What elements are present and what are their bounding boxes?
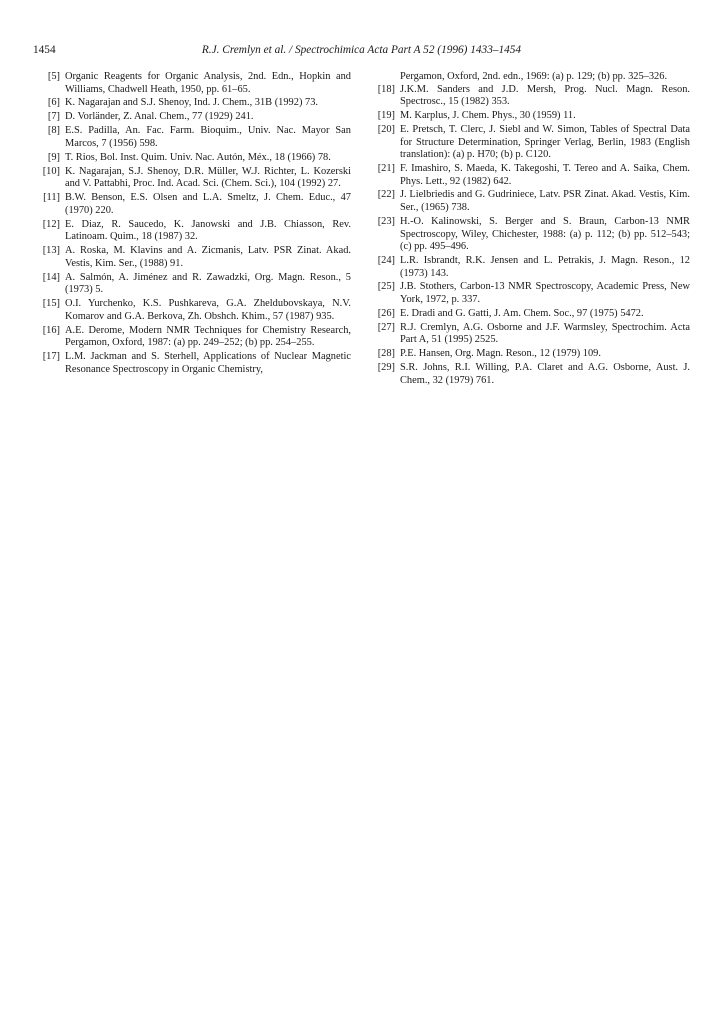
reference-text: H.-O. Kalinowski, S. Berger and S. Braun, Carbon-13 NMR Spectroscopy, Wiley, Chichester, 1988: (a) p. 112; (b) pp. 512–543; (c) pp. 495–496.	[400, 215, 690, 253]
reference-text: B.W. Benson, E.S. Olsen and L.A. Smeltz, J. Chem. Educ., 47 (1970) 220.	[65, 192, 351, 216]
reference-number: [24]	[377, 255, 395, 266]
reference-number: [27]	[377, 321, 395, 333]
reference-text: J.B. Stothers, Carbon-13 NMR Spectroscopy, Academic Press, New York, 1972, p. 337.	[400, 281, 690, 306]
reference-item	[33, 272, 351, 297]
reference-item	[33, 71, 351, 96]
reference-item	[33, 111, 351, 124]
reference-item	[368, 308, 690, 321]
reference-item	[33, 125, 351, 150]
reference-number: [28]	[377, 348, 395, 360]
reference-text: J.K.M. Sanders and J.D. Mersh, Prog. Nucl. Magn. Reson. Spectrosc., 15 (1982) 353.	[400, 83, 690, 108]
reference-number: [23]	[377, 215, 395, 227]
reference-text: M. Karplus, J. Chem. Phys., 30 (1959) 11.	[400, 110, 576, 122]
reference-number: [7]	[47, 111, 60, 123]
reference-number: [13]	[42, 245, 60, 257]
reference-text: E. Diaz, R. Saucedo, K. Janowski and J.B. Chiasson, Rev. Latinoam. Quim., 18 (1987) 32.	[65, 218, 351, 243]
reference-text: Organic Reagents for Organic Analysis, 2nd. Edn., Hopkin and Williams, Chadwell Heath, 1950, pp. 61–65.	[65, 71, 351, 95]
reference-item	[368, 110, 690, 123]
reference-item	[368, 216, 690, 254]
reference-text: E. Pretsch, T. Clerc, J. Siebl and W. Simon, Tables of Spectral Data for Structure Determination, Springer Verlag, Berlin, 1983 (English translation): (a) p. H70; (b) p. C120.	[400, 123, 690, 161]
reference-number: [12]	[42, 218, 60, 230]
reference-item	[368, 189, 690, 214]
reference-text: S.R. Johns, R.I. Willing, P.A. Claret and A.G. Osborne, Aust. J. Chem., 32 (1979) 761.	[400, 362, 690, 386]
reference-number: [25]	[377, 281, 395, 293]
running-head: R.J. Cremlyn et al. / Spectrochimica Acta Part A 52 (1996) 1433–1454	[201, 44, 522, 56]
reference-item	[33, 166, 351, 191]
reference-item	[33, 192, 351, 217]
page-header	[33, 44, 690, 60]
reference-number: [18]	[377, 83, 395, 95]
reference-number: [20]	[377, 123, 395, 135]
reference-number: [8]	[47, 125, 60, 137]
reference-text: A. Roska, M. Klavins and A. Zicmanis, Latv. PSR Zinat. Akad. Vestis, Kim. Ser., (1988) 91.	[65, 245, 351, 269]
reference-text: F. Imashiro, S. Maeda, K. Takegoshi, T. Tereo and A. Saika, Chem. Phys. Lett., 92 (1982) 642.	[400, 163, 690, 187]
references-left-column	[33, 71, 351, 376]
reference-text: D. Vorländer, Z. Anal. Chem., 77 (1929) 241.	[65, 111, 254, 123]
reference-item	[368, 163, 690, 188]
reference-number: [29]	[377, 362, 395, 374]
reference-number: [14]	[42, 271, 60, 283]
reference-number: [15]	[42, 298, 60, 310]
reference-continuation: Pergamon, Oxford, 2nd. edn., 1969: (a) p. 129; (b) pp. 325–326.	[400, 71, 668, 82]
reference-item	[368, 362, 690, 387]
reference-number: [22]	[377, 189, 395, 201]
reference-text: A. Salmón, A. Jiménez and R. Zawadzki, Org. Magn. Reson., 5 (1973) 5.	[65, 271, 351, 296]
references-right-column	[368, 71, 690, 387]
reference-item	[368, 124, 690, 162]
reference-number: [9]	[47, 151, 60, 163]
reference-item	[33, 219, 351, 244]
reference-text: R.J. Cremlyn, A.G. Osborne and J.F. Warmsley, Spectrochim. Acta Part A, 51 (1995) 2525.	[400, 321, 690, 346]
reference-text: A.E. Derome, Modern NMR Techniques for Chemistry Research, Pergamon, Oxford, 1987: (a) pp. 249–252; (b) pp. 254–255.	[65, 324, 351, 349]
reference-item	[33, 245, 351, 270]
reference-item	[33, 298, 351, 323]
reference-text: E. Dradi and G. Gatti, J. Am. Chem. Soc., 97 (1975) 5472.	[400, 307, 644, 319]
reference-item	[33, 152, 351, 165]
page-number: 1454	[33, 44, 56, 56]
reference-text: J. Lielbriedis and G. Gudriniece, Latv. PSR Zinat. Akad. Vestis, Kim. Ser., (1965) 738.	[400, 189, 690, 214]
reference-item	[368, 255, 690, 280]
reference-item	[33, 97, 351, 110]
reference-number: [5]	[47, 71, 60, 82]
reference-text: T. Rios, Bol. Inst. Quim. Univ. Nac. Autón, Méx., 18 (1966) 78.	[65, 151, 331, 163]
reference-number: [26]	[377, 307, 395, 319]
reference-item	[368, 348, 690, 361]
reference-item	[368, 322, 690, 347]
reference-number: [10]	[42, 165, 60, 177]
reference-text: L.M. Jackman and S. Sterhell, Applications of Nuclear Magnetic Resonance Spectroscopy in Organic Chemistry,	[65, 351, 351, 375]
reference-item	[33, 325, 351, 350]
reference-item	[33, 351, 351, 376]
reference-number: [11]	[43, 192, 60, 204]
reference-text: O.I. Yurchenko, K.S. Pushkareva, G.A. Zheldubovskaya, N.V. Komarov and G.A. Berkova, Zh. Obshch. Khim., 57 (1987) 935.	[65, 298, 351, 322]
reference-number: [21]	[377, 163, 395, 174]
reference-text: E.S. Padilla, An. Fac. Farm. Bioquim., Univ. Nac. Mayor San Marcos, 7 (1956) 598.	[65, 125, 351, 149]
reference-text: L.R. Isbrandt, R.K. Jensen and L. Petrakis, J. Magn. Reson., 12 (1973) 143.	[400, 255, 690, 279]
reference-text: P.E. Hansen, Org. Magn. Reson., 12 (1979) 109.	[400, 348, 601, 360]
reference-item	[368, 84, 690, 109]
reference-number: [17]	[42, 351, 60, 363]
reference-text: K. Nagarajan, S.J. Shenoy, D.R. Müller, W.J. Richter, L. Kozerski and V. Pattabhi, Proc. Ind. Acad. Sci. (Chem. Sci.), 104 (1992) 27.	[65, 165, 351, 190]
reference-number: [16]	[42, 324, 60, 336]
reference-number: [19]	[377, 110, 395, 122]
reference-number: [6]	[47, 97, 60, 109]
reference-item	[368, 281, 690, 306]
reference-text: K. Nagarajan and S.J. Shenoy, Ind. J. Chem., 31B (1992) 73.	[65, 97, 318, 109]
